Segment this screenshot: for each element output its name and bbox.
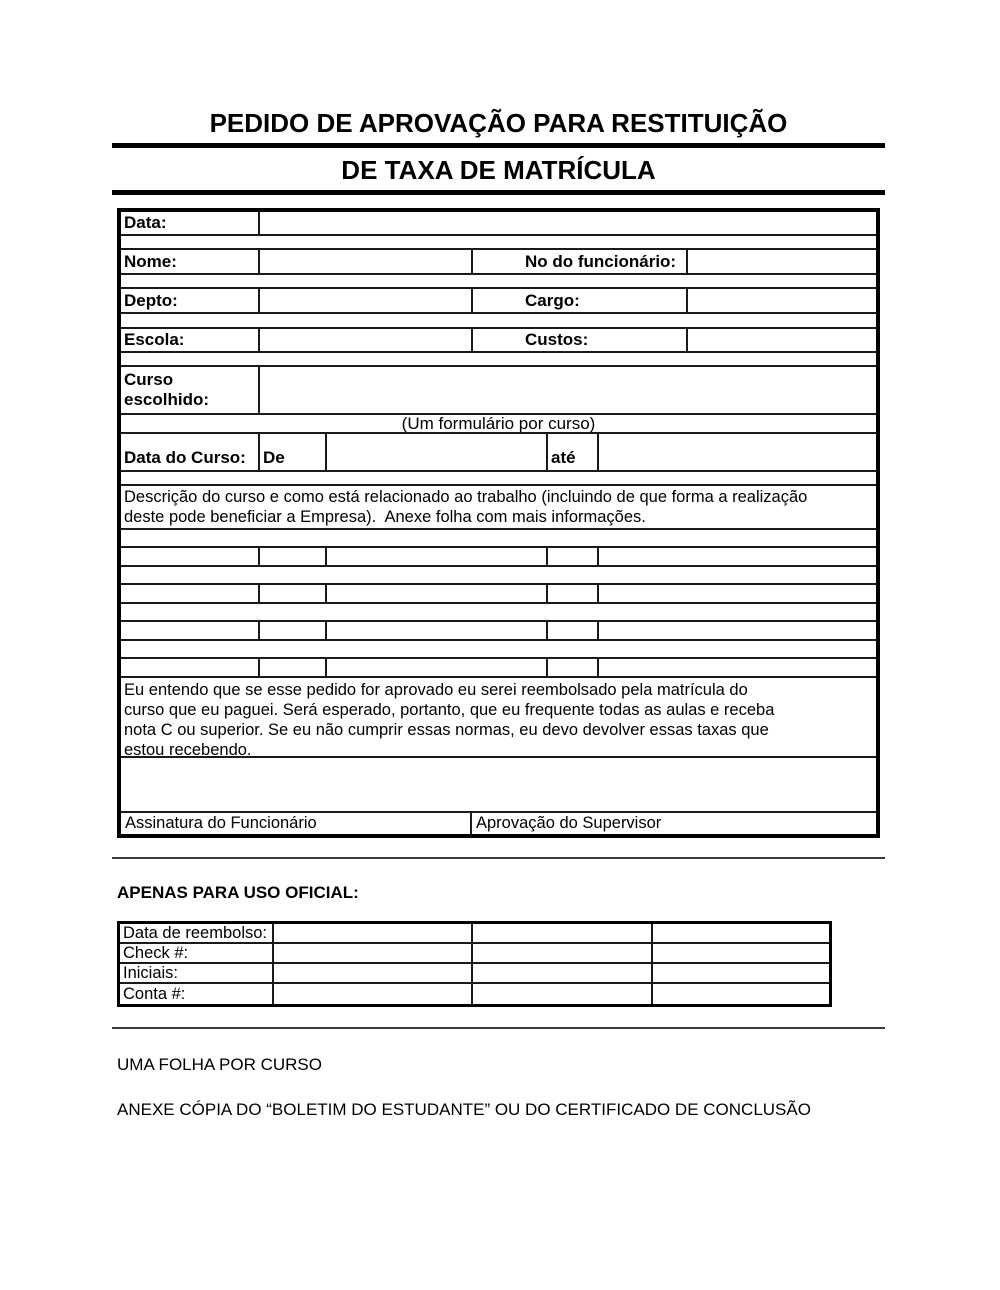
- date-label: Data:: [121, 212, 260, 234]
- check-number-label: Check #:: [120, 944, 274, 962]
- form-document: [112, 0, 885, 1120]
- ruled-line-row: [121, 659, 876, 678]
- one-form-note-row: [121, 415, 876, 434]
- title-underline: [112, 143, 885, 148]
- ruled-cell: [121, 548, 260, 565]
- signature-space-row: [121, 758, 876, 813]
- course-description-label: Descrição do curso e como está relacionado ao trabalho (incluindo de que forma a realização deste pode beneficiar a Empresa). Anexe folha com mais informações.: [124, 488, 808, 526]
- signature-labels-row: [121, 813, 876, 834]
- spacer-row: [121, 567, 876, 585]
- initials-label: Iniciais:: [120, 964, 274, 982]
- ruled-cell: [548, 585, 599, 602]
- course-date-label: Data do Curso:: [121, 434, 260, 470]
- initials-row: [120, 964, 829, 984]
- form-title-line1: PEDIDO DE APROVAÇÃO PARA RESTITUIÇÃO: [209, 108, 788, 138]
- ruled-cell: [548, 548, 599, 565]
- ruled-line-row: [121, 622, 876, 641]
- spacer-row: [121, 275, 876, 289]
- from-date-input[interactable]: [327, 434, 548, 470]
- description-row: [121, 486, 876, 530]
- supervisor-approval-label: Aprovação do Supervisor: [476, 814, 662, 832]
- account-number-input[interactable]: [274, 984, 473, 1004]
- school-input[interactable]: [260, 329, 473, 351]
- ruled-cell: [548, 659, 599, 676]
- official-input[interactable]: [473, 964, 653, 982]
- employee-signature-label: Assinatura do Funcionário: [121, 813, 472, 834]
- spacer-row: [121, 236, 876, 250]
- course-chosen-label: Curso escolhido:: [121, 367, 260, 413]
- name-input[interactable]: [260, 250, 473, 273]
- costs-input[interactable]: [688, 329, 876, 351]
- date-input[interactable]: [260, 212, 876, 234]
- course-chosen-row: [121, 367, 876, 415]
- account-number-label: Conta #:: [120, 984, 274, 1004]
- ruled-cell: [260, 622, 327, 639]
- position-input[interactable]: [688, 289, 876, 312]
- position-label: Cargo:: [473, 289, 688, 312]
- ruled-cell: [121, 585, 260, 602]
- one-sheet-note: UMA FOLHA POR CURSO: [117, 1055, 322, 1074]
- separator-line: [112, 857, 885, 859]
- check-number-row: [120, 944, 829, 964]
- official-use-table: [117, 921, 832, 1007]
- check-number-input[interactable]: [274, 944, 473, 962]
- official-input[interactable]: [653, 924, 829, 942]
- ruled-cell: [260, 659, 327, 676]
- official-input[interactable]: [653, 984, 829, 1004]
- until-date-input[interactable]: [599, 434, 876, 470]
- one-form-per-course-note: (Um formulário por curso): [401, 415, 596, 432]
- spacer-row: [121, 530, 876, 548]
- ruled-cell: [327, 659, 548, 676]
- account-number-row: [120, 984, 829, 1004]
- separator-line: [112, 1027, 885, 1029]
- ruled-cell: [327, 548, 548, 565]
- official-input[interactable]: [653, 964, 829, 982]
- attach-copy-note: ANEXE CÓPIA DO “BOLETIM DO ESTUDANTE” OU DO CERTIFICADO DE CONCLUSÃO: [117, 1100, 811, 1119]
- ruled-cell: [121, 622, 260, 639]
- ruled-cell: [599, 659, 876, 676]
- school-label: Escola:: [121, 329, 260, 351]
- ruled-line-row: [121, 548, 876, 567]
- employee-number-input[interactable]: [688, 250, 876, 273]
- ruled-cell: [260, 585, 327, 602]
- name-row: [121, 250, 876, 275]
- official-input[interactable]: [473, 984, 653, 1004]
- agreement-row: [121, 678, 876, 758]
- department-row: [121, 289, 876, 314]
- course-chosen-input[interactable]: [260, 367, 876, 413]
- until-label: até: [548, 434, 599, 470]
- ruled-cell: [260, 548, 327, 565]
- official-input[interactable]: [653, 944, 829, 962]
- ruled-cell: [548, 622, 599, 639]
- spacer-row: [121, 604, 876, 622]
- ruled-cell: [121, 659, 260, 676]
- employee-number-label: No do funcionário:: [473, 250, 688, 273]
- department-label: Depto:: [121, 289, 260, 312]
- costs-label: Custos:: [473, 329, 688, 351]
- official-input[interactable]: [473, 924, 653, 942]
- agreement-text: Eu entendo que se esse pedido for aprovado eu serei reembolsado pela matrícula do curso que eu paguei. Será esperado, portanto, que eu frequente todas as aulas e receba nota C ou superior. Se eu não cumprir essas normas, eu devo devolver essas taxas que estou recebendo.: [124, 681, 775, 759]
- signature-area[interactable]: [121, 758, 876, 811]
- ruled-cell: [599, 585, 876, 602]
- department-input[interactable]: [260, 289, 473, 312]
- course-date-row: [121, 434, 876, 472]
- ruled-line-row: [121, 585, 876, 604]
- spacer-row: [121, 641, 876, 659]
- ruled-cell: [327, 585, 548, 602]
- request-form-table: [117, 208, 880, 838]
- date-row: [121, 212, 876, 236]
- official-use-heading: APENAS PARA USO OFICIAL:: [117, 883, 359, 902]
- official-input[interactable]: [473, 944, 653, 962]
- refund-date-input[interactable]: [274, 924, 473, 942]
- ruled-cell: [599, 622, 876, 639]
- refund-date-label: Data de reembolso:: [120, 924, 274, 942]
- refund-date-row: [120, 924, 829, 944]
- ruled-cell: [599, 548, 876, 565]
- school-row: [121, 329, 876, 353]
- initials-input[interactable]: [274, 964, 473, 982]
- spacer-row: [121, 472, 876, 486]
- title-underline: [112, 190, 885, 195]
- ruled-cell: [327, 622, 548, 639]
- form-title-line2: DE TAXA DE MATRÍCULA: [341, 155, 656, 185]
- spacer-row: [121, 314, 876, 329]
- spacer-row: [121, 353, 876, 367]
- from-label: De: [260, 434, 327, 470]
- name-label: Nome:: [121, 250, 260, 273]
